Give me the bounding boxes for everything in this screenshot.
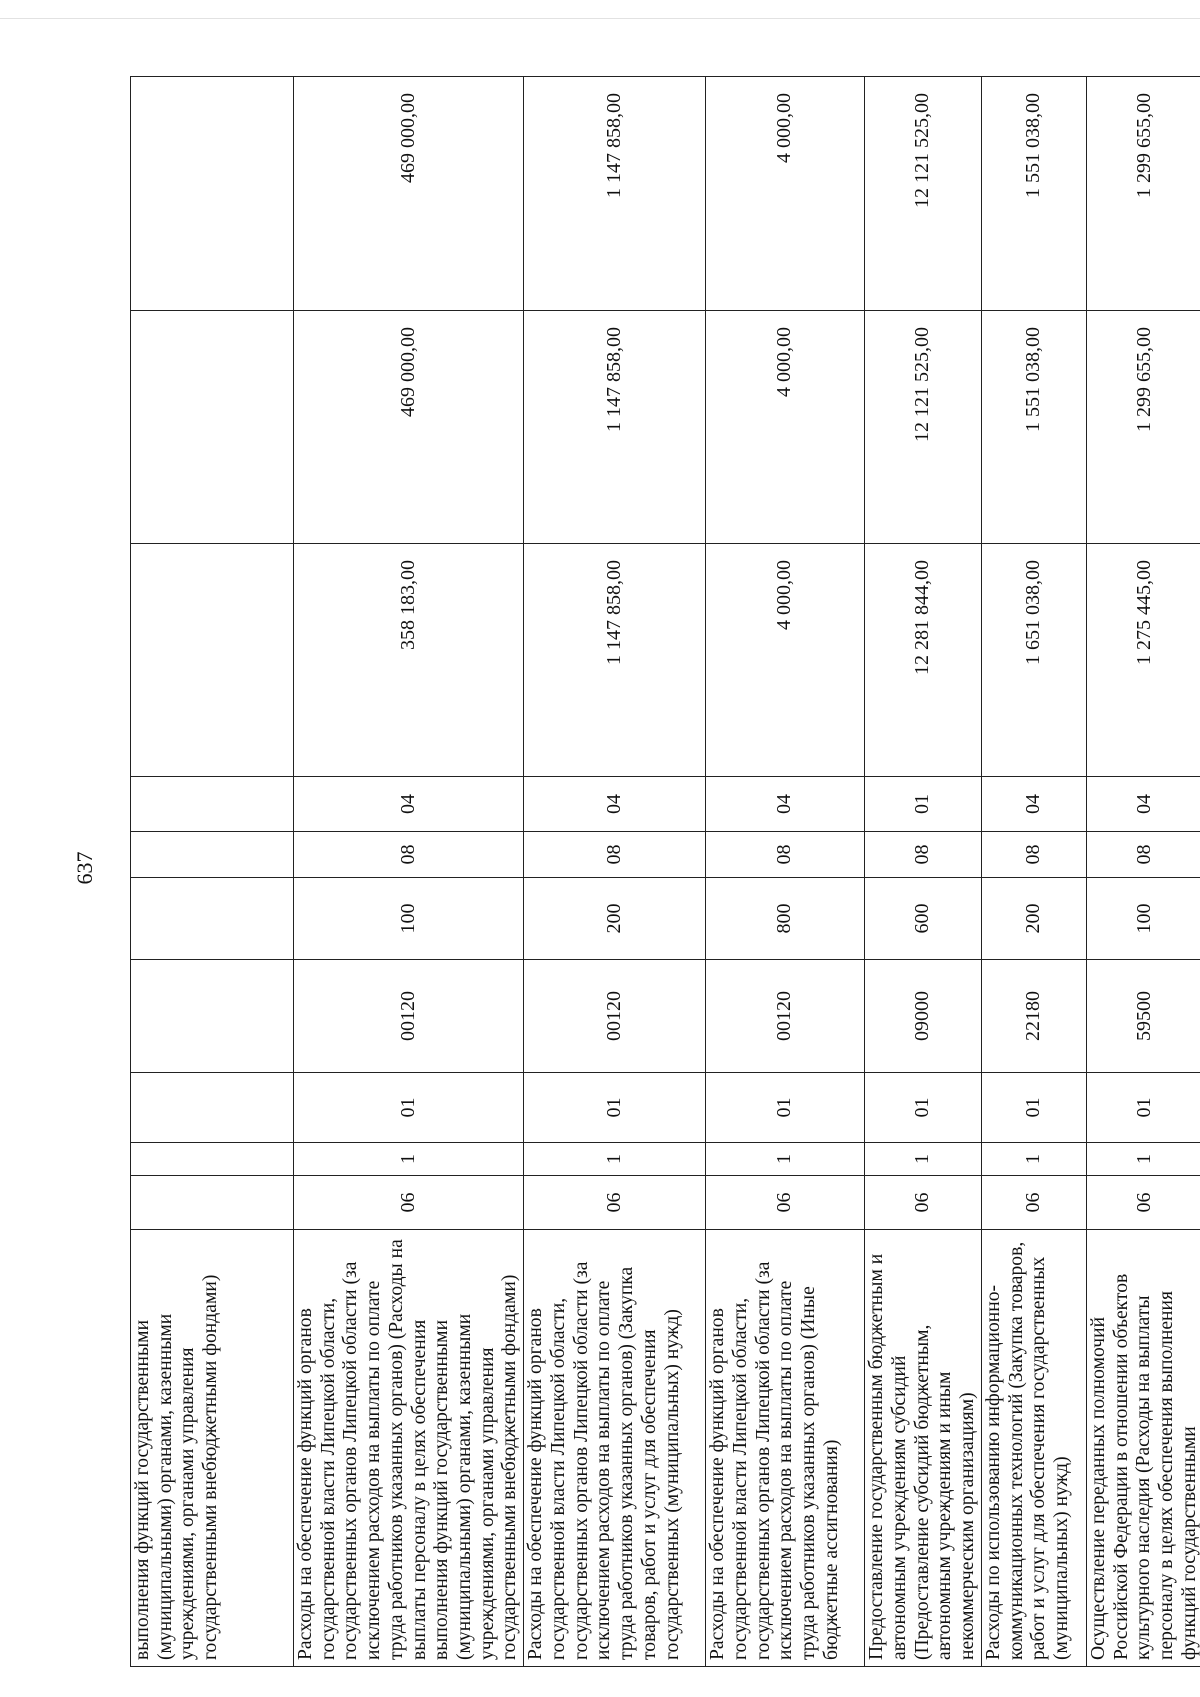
table-row (294, 77, 524, 1667)
cell-amount-3: 4 000,00 (706, 77, 865, 311)
cell-amount-2: 1 299 655,00 (1086, 311, 1200, 544)
cell-code-2: 1 (1086, 1143, 1200, 1176)
cell-code-1: 06 (981, 1176, 1086, 1230)
cell-code-7: 04 (294, 777, 524, 832)
cell-amount-1: 1 651 038,00 (981, 544, 1086, 777)
cell-code-4: 00120 (524, 960, 706, 1073)
table-row (865, 77, 982, 1667)
cell-code-1: 06 (524, 1176, 706, 1230)
cell-description: Осуществление переданных полномочий Российской Федерации в отношении объектов культурного наследия (Расходы на выплаты персоналу в целях обеспечения выполнения функций государственными (1086, 1230, 1200, 1667)
cell-code-6: 08 (981, 832, 1086, 878)
cell-code-2 (131, 1143, 294, 1176)
cell-description: Предоставление государственным бюджетным и автономным учреждениям субсидий (Предоставление субсидий бюджетным, автономным учреждениям и иным некоммерческим организациям) (865, 1230, 982, 1667)
cell-code-4: 22180 (981, 960, 1086, 1073)
cell-code-6: 08 (294, 832, 524, 878)
cell-description: выполнения функций государственными (муниципальными) органами, казенными учреждениями, органами управления государственными внебюджетными фондами) (131, 1230, 294, 1667)
cell-code-1: 06 (1086, 1176, 1200, 1230)
cell-code-3: 01 (706, 1073, 865, 1143)
cell-code-6: 08 (1086, 832, 1200, 878)
table-row (524, 77, 706, 1667)
cell-code-7: 04 (981, 777, 1086, 832)
cell-code-2: 1 (981, 1143, 1086, 1176)
cell-code-5: 200 (981, 878, 1086, 960)
cell-amount-1: 1 275 445,00 (1086, 544, 1200, 777)
budget-table (130, 76, 1200, 1667)
cell-code-2: 1 (294, 1143, 524, 1176)
cell-code-1: 06 (865, 1176, 982, 1230)
table-row (981, 77, 1086, 1667)
cell-code-6: 08 (865, 832, 982, 878)
cell-amount-2 (131, 311, 294, 544)
cell-amount-1: 1 147 858,00 (524, 544, 706, 777)
cell-code-4 (131, 960, 294, 1073)
table-row (131, 77, 294, 1667)
cell-code-4: 00120 (294, 960, 524, 1073)
cell-code-6: 08 (524, 832, 706, 878)
cell-code-2: 1 (524, 1143, 706, 1176)
cell-amount-3: 1 299 655,00 (1086, 77, 1200, 311)
cell-code-3: 01 (981, 1073, 1086, 1143)
cell-code-1 (131, 1176, 294, 1230)
cell-code-3 (131, 1073, 294, 1143)
cell-amount-3: 469 000,00 (294, 77, 524, 311)
cell-amount-1 (131, 544, 294, 777)
cell-code-4: 09000 (865, 960, 982, 1073)
cell-code-2: 1 (706, 1143, 865, 1176)
cell-code-7: 04 (524, 777, 706, 832)
cell-amount-2: 1 147 858,00 (524, 311, 706, 544)
table-row (1086, 77, 1200, 1667)
cell-code-5: 600 (865, 878, 982, 960)
cell-amount-3: 1 551 038,00 (981, 77, 1086, 311)
cell-amount-2: 4 000,00 (706, 311, 865, 544)
cell-amount-3: 1 147 858,00 (524, 77, 706, 311)
cell-amount-3 (131, 77, 294, 311)
scan-edge-line (0, 18, 1200, 19)
cell-amount-3: 12 121 525,00 (865, 77, 982, 311)
cell-code-3: 01 (524, 1073, 706, 1143)
budget-table-wrapper (130, 77, 1200, 1667)
cell-code-5: 800 (706, 878, 865, 960)
cell-description: Расходы на обеспечение функций органов государственной власти Липецкой области, государственных органов Липецкой области (за исключением расходов на выплаты по оплате труда работников указанных органов) (Иные бюджетные ассигнования) (706, 1230, 865, 1667)
cell-code-3: 01 (294, 1073, 524, 1143)
cell-code-4: 00120 (706, 960, 865, 1073)
cell-code-7: 01 (865, 777, 982, 832)
cell-amount-2: 12 121 525,00 (865, 311, 982, 544)
table-body (131, 77, 1200, 1667)
cell-description: Расходы на обеспечение функций органов государственной власти Липецкой области, государственных органов Липецкой области (за исключением расходов на выплаты по оплате труда работников указанных органов) (Закупка товаров, работ и услуг для обеспечения государственных (муниципальных) нужд) (524, 1230, 706, 1667)
cell-amount-1: 12 281 844,00 (865, 544, 982, 777)
cell-code-5: 100 (1086, 878, 1200, 960)
cell-code-5: 100 (294, 878, 524, 960)
cell-amount-1: 4 000,00 (706, 544, 865, 777)
cell-code-1: 06 (294, 1176, 524, 1230)
cell-code-3: 01 (1086, 1073, 1200, 1143)
cell-description: Расходы по использованию информационно-коммуникационных технологий (Закупка товаров, работ и услуг для обеспечения государственных (муниципальных) нужд) (981, 1230, 1086, 1667)
table-row (706, 77, 865, 1667)
cell-amount-1: 358 183,00 (294, 544, 524, 777)
cell-amount-2: 469 000,00 (294, 311, 524, 544)
cell-code-3: 01 (865, 1073, 982, 1143)
cell-code-1: 06 (706, 1176, 865, 1230)
cell-code-2: 1 (865, 1143, 982, 1176)
cell-code-4: 59500 (1086, 960, 1200, 1073)
cell-code-7 (131, 777, 294, 832)
cell-amount-2: 1 551 038,00 (981, 311, 1086, 544)
cell-code-6: 08 (706, 832, 865, 878)
cell-code-6 (131, 832, 294, 878)
page-number: 637 (72, 851, 97, 885)
cell-description: Расходы на обеспечение функций органов государственной власти Липецкой области, государственных органов Липецкой области (за исключением расходов на выплаты по оплате труда работников указанных органов) (Расходы на выплаты персоналу в целях обеспечения выполнения функций государственными (муниципальными) органами, казенными учреждениями, органами управления государственными внебюджетными фондами) (294, 1230, 524, 1667)
cell-code-7: 04 (706, 777, 865, 832)
cell-code-7: 04 (1086, 777, 1200, 832)
cell-code-5: 200 (524, 878, 706, 960)
cell-code-5 (131, 878, 294, 960)
